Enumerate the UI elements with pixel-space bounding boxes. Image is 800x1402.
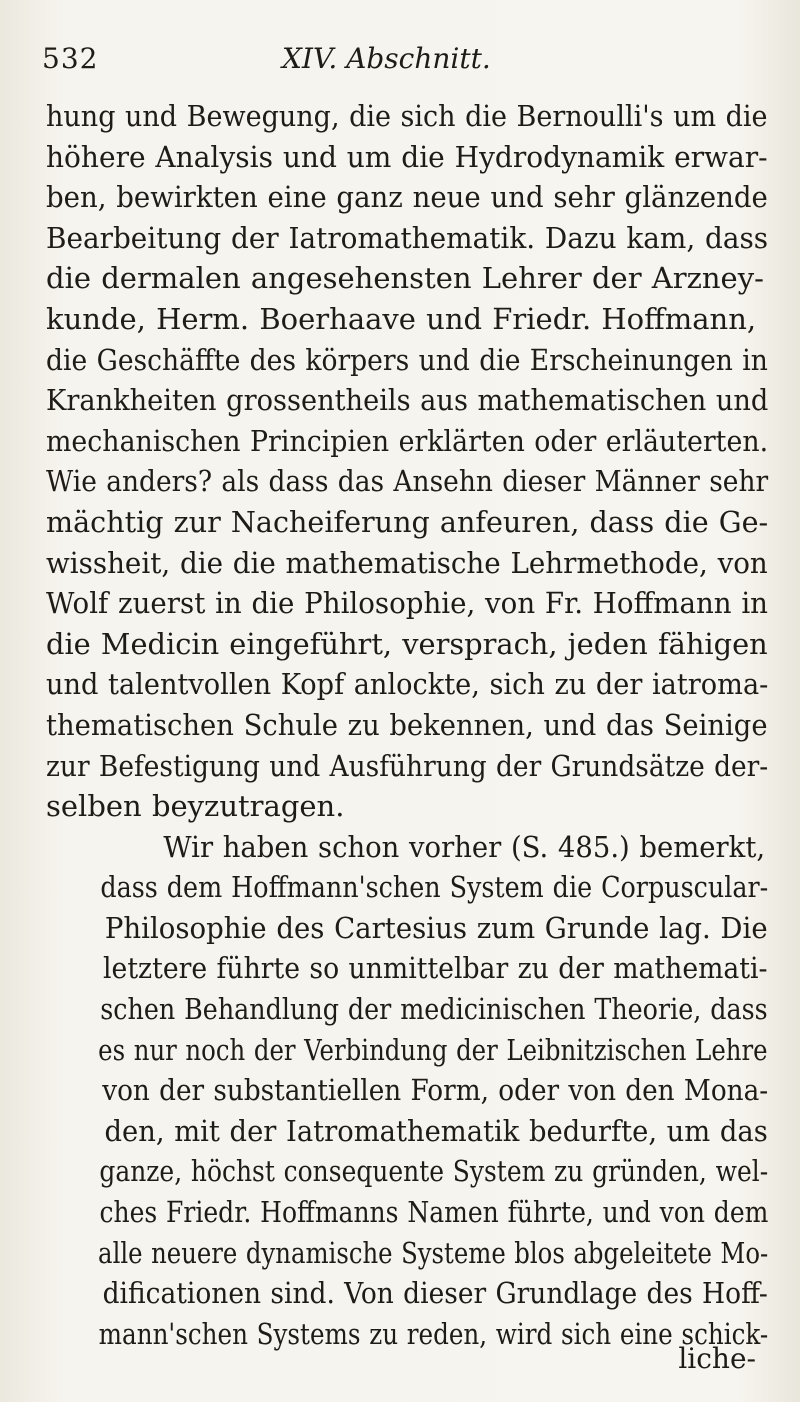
catchword: liche- [678,1342,756,1375]
page-header [42,42,760,82]
text-line: Philosophie des Cartesius zum Grunde lag. Die [104,910,768,945]
text-line: es nur noch der Verbindung der Leibnitzischen Lehre [98,1032,768,1067]
text-line: die Geschäffte des körpers und die Erscheinungen in [46,342,768,377]
text-line: Wie anders? als dass das Ansehn dieser Männer sehr [46,464,769,499]
text-line: thematischen Schule zu bekennen, und das Seinige [46,707,768,742]
text-line: letztere führte so unmittelbar zu der mathemati- [103,951,768,986]
paragraph-2 [46,827,768,1355]
text-line: ches Friedr. Hoffmanns Namen führte, und von dem [99,1195,769,1230]
text-line: dificationen sind. Von dieser Grundlage des Hoff- [102,1276,768,1311]
text-line: mechanischen Principien erklärten oder erläuterten. [46,423,769,458]
text-line: zur Befestigung und Ausführung der Grundsätze der- [46,748,769,783]
text-line: den, mit der Iatromathematik bedurfte, um das [104,1113,768,1148]
text-line: alle neuere dynamische Systeme blos abgeleitete Mo- [98,1235,769,1270]
text-line: Wolf zuerst in die Philosophie, von Fr. Hoffmann in [46,586,768,621]
text-line: mann'schen Systems zu reden, wird sich eine schick- [98,1316,769,1351]
text-line: die Medicin eingeführt, versprach, jeden fähigen [46,626,768,661]
section-title: XIV. Abschnitt. [282,42,491,75]
paragraph-1 [46,96,768,827]
body-text [46,96,768,1354]
text-line: die dermalen angesehensten Lehrer der Arzney- [46,261,764,296]
text-line: hung und Bewegung, die sich die Bernoulli's um die [46,99,768,133]
text-line: Bearbeitung der Iatromathematik. Dazu kam, dass [46,220,769,255]
text-line: von der substantiellen Form, oder von den Mona- [102,1073,769,1108]
text-line: kunde, Herm. Boerhaave und Friedr. Hoffmann, [46,301,757,336]
text-line: selben beyzutragen. [46,789,345,824]
text-line: Wir haben schon vorher (S. 485.) bemerkt, [163,829,766,864]
page-number: 532 [42,42,99,75]
text-line: ben, bewirkten eine ganz neue und sehr glänzende [46,180,768,215]
text-line: mächtig zur Nacheiferung anfeuren, dass die Ge- [46,504,769,539]
text-line: ganze, höchst consequente System zu gründen, wel- [99,1154,769,1189]
text-line: und talentvollen Kopf anlockte, sich zu der iatroma- [46,667,769,702]
text-line: schen Behandlung der medicinischen Theorie, dass [100,992,768,1027]
text-line: Krankheiten grossentheils aus mathematischen und [46,383,769,418]
text-line: dass dem Hoffmann'schen System die Corpuscular- [100,870,769,905]
text-line: wissheit, die die mathematische Lehrmethode, von [46,545,768,580]
text-line: höhere Analysis und um die Hydrodynamik erwar- [46,139,768,174]
